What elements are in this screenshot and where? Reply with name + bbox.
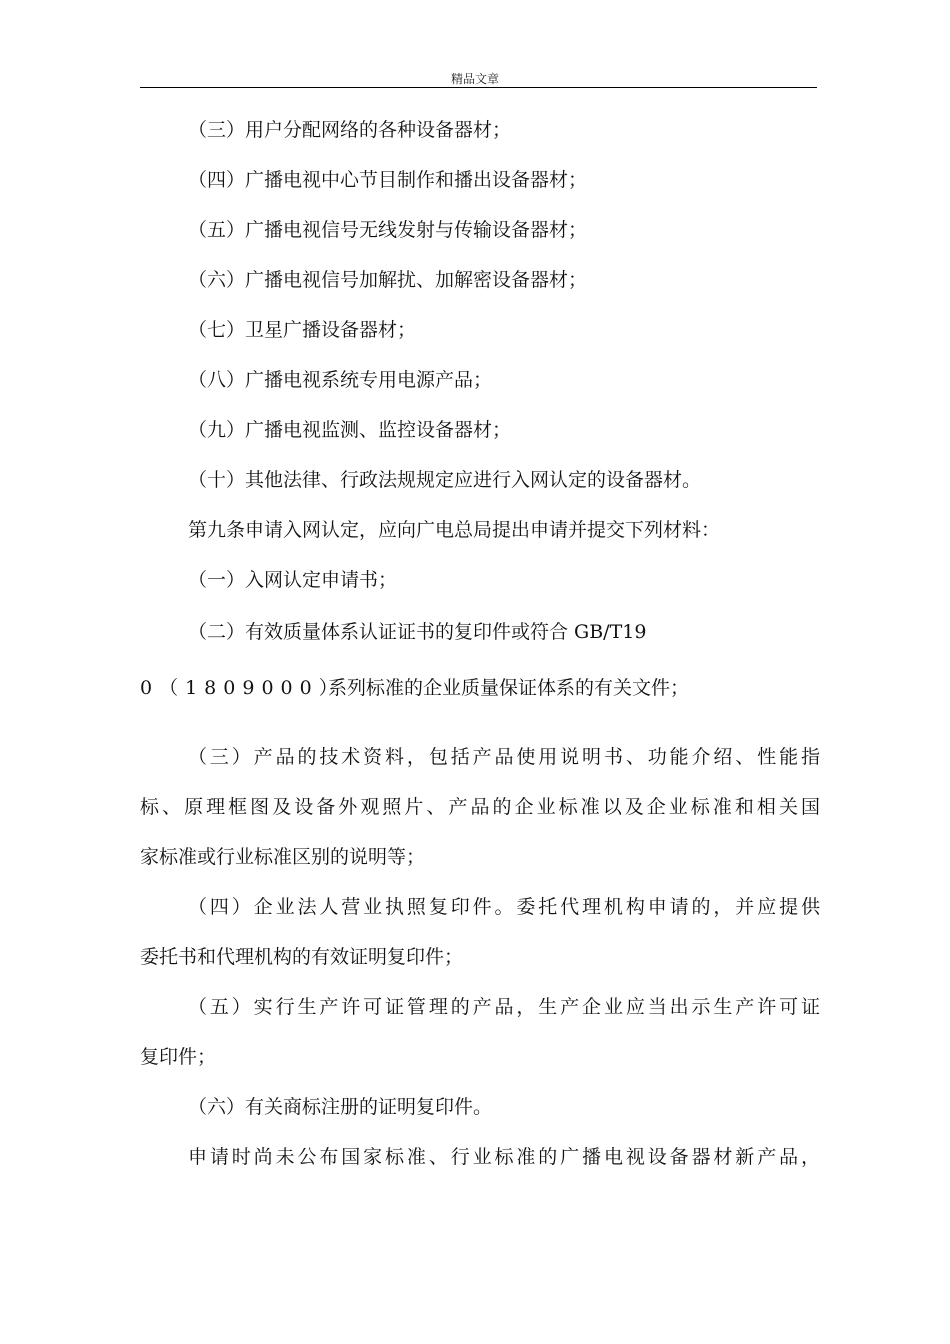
material-item-1: （一）入网认定申请书； (188, 569, 398, 591)
material-item-6: （六）有关商标注册的证明复印件。 (188, 1096, 493, 1118)
material-item-4-line-1: （四）企业法人营业执照复印件。委托代理机构申请的，并应提供 (188, 896, 820, 918)
list-item-9: （九）广播电视监测、监控设备器材； (188, 419, 512, 441)
material-item-2-line-2b: 系列标准的企业质量保证体系的有关文件； (328, 677, 690, 699)
new-product-paragraph: 申请时尚未公布国家标准、行业标准的广播电视设备器材新产品， (188, 1146, 820, 1168)
material-item-5-line-1: （五）实行生产许可证管理的产品，生产企业应当出示生产许可证 (188, 996, 820, 1018)
material-item-2-line-1: （二）有效质量体系认证证书的复印件或符合 GB/T19 (188, 621, 647, 643)
material-item-5-line-2: 复印件； (140, 1046, 217, 1068)
list-item-4: （四）广播电视中心节目制作和播出设备器材； (188, 169, 588, 191)
page-header-title: 精品文章 (450, 72, 499, 86)
list-item-6: （六）广播电视信号加解扰、加解密设备器材； (188, 269, 588, 291)
list-item-10: （十）其他法律、行政法规规定应进行入网认定的设备器材。 (188, 469, 702, 491)
list-item-8: （八）广播电视系统专用电源产品； (188, 369, 493, 391)
list-item-3: （三）用户分配网络的各种设备器材； (188, 119, 512, 141)
material-item-3-line-1: （三）产品的技术资料，包括产品使用说明书、功能介绍、性能指 (188, 746, 820, 768)
list-item-7: （七）卫星广播设备器材； (188, 319, 417, 341)
material-item-3-line-3: 家标准或行业标准区别的说明等； (140, 846, 426, 868)
material-item-2-line-2a (140, 676, 345, 700)
standard-number: 0（1809000） (140, 677, 345, 699)
material-item-4-line-2: 委托书和代理机构的有效证明复印件； (140, 946, 464, 968)
article-9-heading: 第九条申请入网认定，应向广电总局提出申请并提交下列材料： (188, 519, 721, 541)
list-item-5: （五）广播电视信号无线发射与传输设备器材； (188, 219, 588, 241)
material-item-3-line-2: 标、原理框图及设备外观照片、产品的企业标准以及企业标准和相关国 (140, 796, 820, 818)
header-divider (140, 87, 817, 88)
